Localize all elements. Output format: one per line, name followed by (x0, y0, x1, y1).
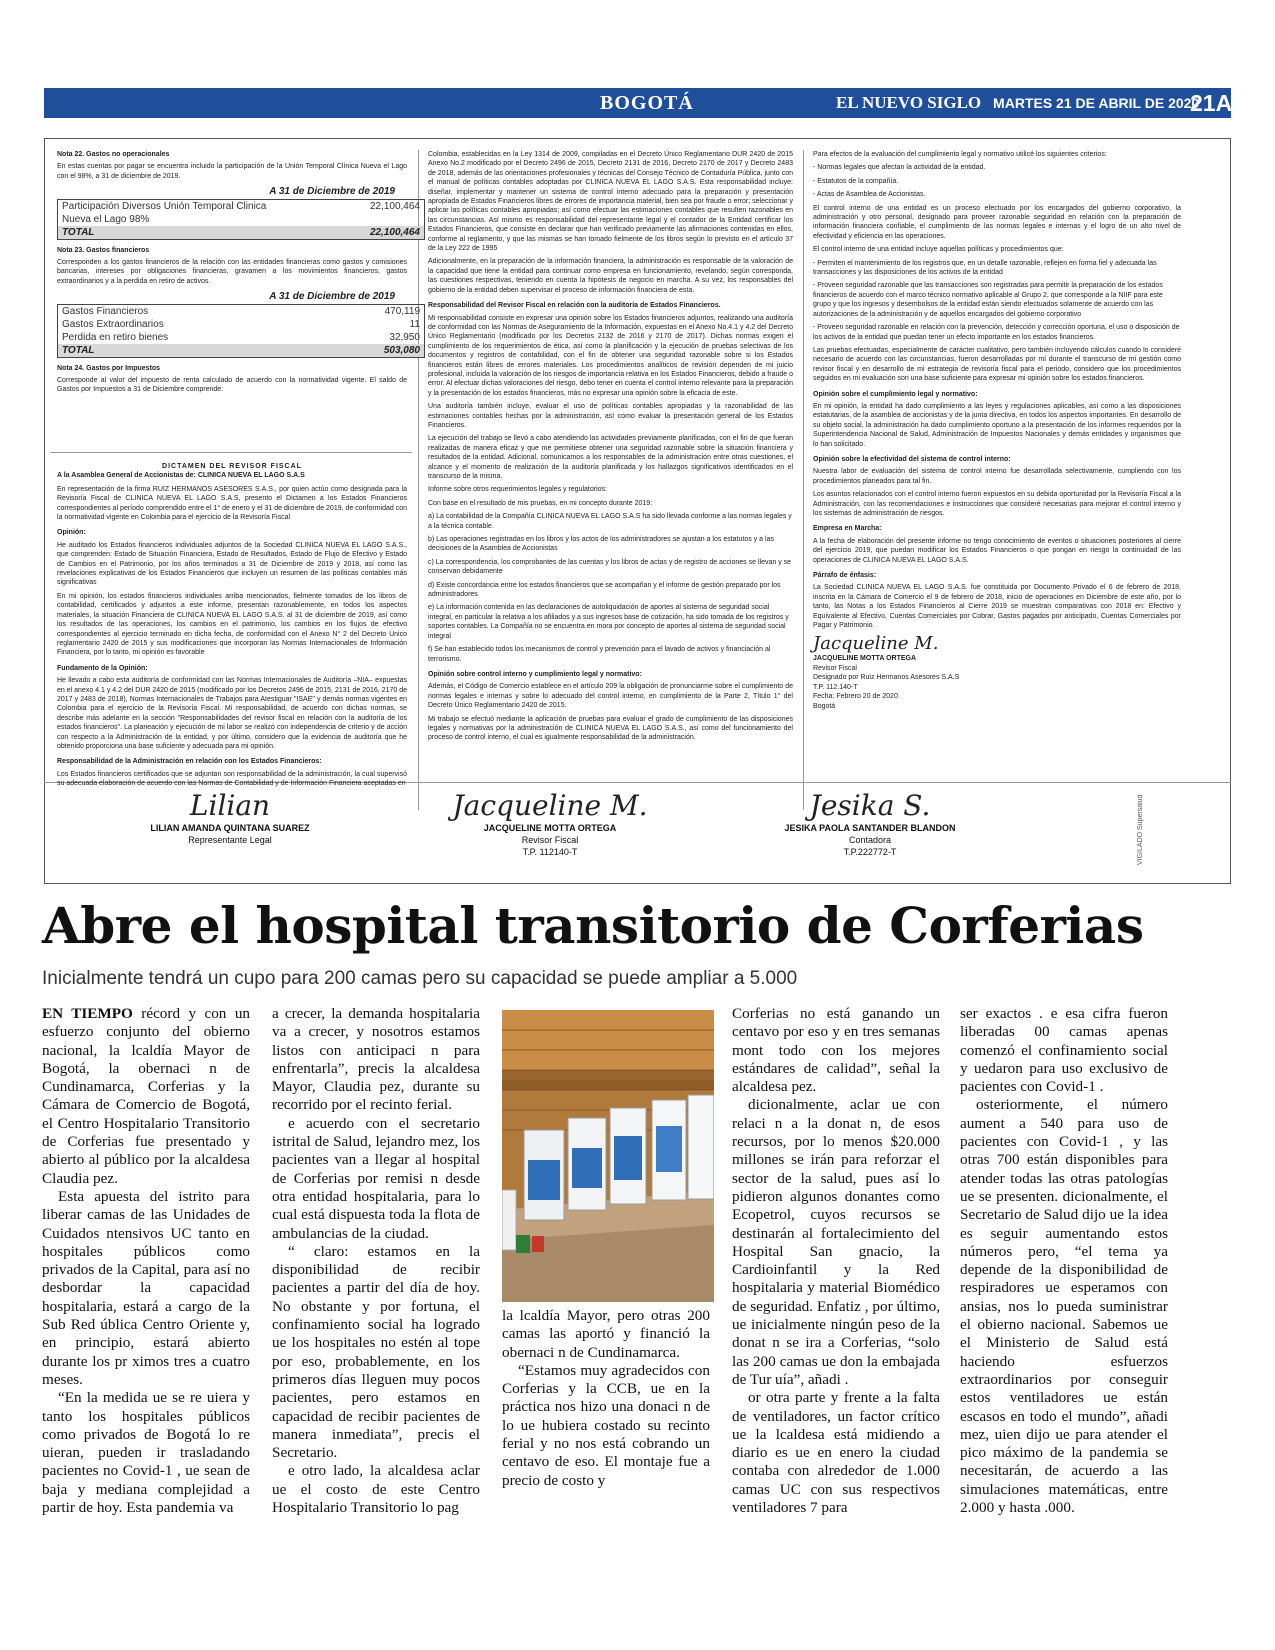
row-label: Perdida en retiro bienes (62, 331, 169, 343)
signature-tp: T.P. 112140-T (522, 847, 578, 857)
signer-city: Bogotá (813, 702, 836, 710)
article-paragraph: Corferias no está ganando un centavo por eso y en tres semanas mont todo con los mejores estándares de calidad”, señal la alcaldesa pez. (732, 1005, 940, 1096)
list-item: d) Existe concordancia entre los estados financieros que se acompañan y el informe de gestión preparado por los administradores (428, 581, 781, 599)
list-item: b) Las operaciones registradas en los libros y los actos de los administradores se ajustan a los estatutos y a las decisiones de la Asamblea de Accionistas (428, 536, 774, 553)
table-gastos-no-operacionales (57, 199, 425, 240)
opctl-title: Opinión sobre control interno y cumplimiento legal y normativo: (428, 670, 642, 678)
fundamento-title: Fundamento de la Opinión: (57, 664, 148, 672)
article-paragraph: a crecer, la demanda hospitalaria va a crecer, y nosotros estamos listos con anticipaci n para enfrentarla”, precis la alcaldesa Mayor, Claudia pez, durante su recorrido por el recinto ferial. (272, 1005, 480, 1114)
article-col-2 (272, 1005, 480, 1517)
table-total (58, 226, 424, 239)
signature-legal-rep (120, 790, 340, 846)
vigilado-supersalud-logo: VIGILADO Supersalud (1137, 794, 1144, 866)
enfasis-title: Párrafo de énfasis: (813, 572, 877, 580)
dictamen-p1: En representación de la firma RUIZ HERMANOS ASESORES S.A.S., por quien actúo como designada para la Revisoría Fiscal de CLINICA NUEVA EL LAGO S.A.S, presento el Dictamen a los Estados Financieros correspondientes al período comprendido entre el 1° de enero y el 31 de diciembre de 2019, de conformidad con la normatividad vigente en Colombia para el ejercicio de la Revisoría Fiscal (57, 485, 407, 522)
article-paragraph: ser exactos . e esa cifra fueron liberadas 00 camas apenas comenzó el confinamiento social y uedaron para uso exclusivo de pacientes con Covid-1 . (960, 1005, 1168, 1096)
col2-p5: La ejecución del trabajo se llevó a cabo atendiendo las actividades previamente planificadas, con el fin de que fueran realizadas de manera eficaz y que me permitiese obtener una seguridad razonable sobre la situación financiera y resultados de la entidad. Adicional, comunicamos a los responsables de la administración entre otras cuestiones, el alcance y el momento de realización de la auditoría planificada y los hallazgos significativos identificados en el transcurso de la misma. (428, 435, 793, 480)
signer-role: Revisor Fiscal (813, 664, 857, 672)
row-label: Gastos Extraordinarios (62, 318, 164, 330)
op-ctl-title: Opinión sobre la efectividad del sistema de control interno: (813, 455, 1011, 463)
article-paragraph: osteriormente, el número aument a 540 para uso de pacientes con Covid-1 , y las otras 700 están disponibles para atender todas las otras patologías ue se presenten. dicionalmente, el Secretario de Salud dijo ue la idea es seguir aumentando estos números pero, “el tema ya depende de la disponibilidad de respiradores ue esperamos con ansias, nos lo pueda suministrar el obierno nacional. Sabemos ue el Ministerio de Salud está haciendo esfuerzos extraordinarios por conseguir estos ventiladores ue están escasos en todo el mundo”, añadi mez, uien dijo ue para atender el pico máximo de la pandemia se necesitarán, de acuerdo a las simulaciones matemáticas, entre 2.000 y hasta .000. (960, 1096, 1168, 1517)
article-paragraph: e otro lado, la alcaldesa aclar ue el costo de este Centro Hospitalario Transitorio lo pag (272, 1462, 480, 1517)
handwritten-signature: Jacqueline M. (452, 789, 648, 822)
list-item: - Permiten el mantenimiento de los registros que, en un detalle razonable, reflejen en forma fiel y adecuada las transacciones y las disposiciones de los activos de la entidad (813, 259, 1157, 277)
list-item: - Proveen seguridad razonable en relación con la prevención, detección y corrección oportuna, el uso o disposición de los activos de la entidad que puedan tener un efecto importante en los estados financieros. (813, 324, 1180, 341)
marcha-title: Empresa en Marcha: (813, 525, 882, 533)
nota24-text: Corresponde al valor del impuesto de renta calculado de acuerdo con la normatividad vigente. El saldo de Gastos por Impuestos a 31 de Diciembre comprende: (57, 377, 407, 394)
table-row (58, 318, 424, 331)
total-value: 503,080 (383, 344, 420, 356)
nota23-text: Corresponden a los gastos financieros de la relación con las entidades financieras como gastos y comisiones bancarias, intereses por obligaciones financieras, gravamen a los movimientos financieros, gastos extraordinarios y a la perdida en retiro de activos. (57, 259, 407, 285)
table-row (58, 305, 424, 318)
col3-p7: Los asuntos relacionados con el control interno fueron expuestos en su debida oportunidad por la Revisoría Fiscal a la Administración, con las recomendaciones e instrucciones que consideré necesarias para mejorar el control interno y los sistemas de administración de riesgos. (813, 491, 1181, 517)
col2-p6: Informe sobre otros requerimientos legales y regulatorios: (428, 486, 607, 494)
op-legal-title: Opinión sobre el cumplimiento legal y normativo: (813, 390, 978, 398)
page-number: 21A (1190, 90, 1233, 116)
column-divider (418, 150, 419, 810)
legal-col-3 (813, 150, 1181, 711)
handwritten-signature: Jesika S. (809, 789, 931, 822)
signer-date: Fecha: Febrero 20 de 2020 (813, 693, 898, 701)
handwritten-signature: Lilian (189, 789, 271, 822)
article-col-4 (732, 1005, 940, 1517)
signature-name: JACQUELINE MOTTA ORTEGA (483, 823, 617, 833)
signature-tp: T.P.222772-T (843, 847, 897, 857)
col3-p4: Las pruebas efectuadas, especialmente de carácter cualitativo, pero también incluyendo cálculos cuando lo consideré necesario de acuerdo con las circunstancias, fueron desarrolladas por mí durante el transcurso de mi gestión como revisor fiscal y en desarrollo de mi estrategia de revisoría fiscal para el periodo, considero que los procedimientos seguidos en mi evaluación son una base suficiente para expresar mi opinión sobre los estados financieros. (813, 346, 1181, 383)
signature-revisor (440, 790, 660, 858)
legal-col-2 (428, 150, 793, 747)
article-paragraph: or otra parte y frente a la falta de ventiladores, un factor crítico ue la lcaldesa está midiendo a diario es ue en enero la ciudad contaba con alrededor de 1.000 camas UC con sus respectivos ventiladores 7 para (732, 1389, 940, 1517)
article-paragraph: “En la medida ue se re uiera y tanto los hospitales públicos como privados de Bogotá lo re uieran, pueden ir trasladando pacientes no Covid-1 , ue sean de baja y mediana complejidad a partir de hoy. Esta pandemia va (42, 1389, 250, 1517)
list-item: e) La información contenida en las declaraciones de autoliquidación de aportes al sistema de seguridad social integral, en particular la relativa a los afiliados y a sus ingresos base de cotización, ha sido tomada de los registros y soportes contables. La Compañía no se encuentra en mora por concepto de aportes al sistema de seguridad social integral (428, 604, 789, 640)
signature-role: Contadora (848, 835, 892, 845)
nota22-text: En estas cuentas por pagar se encuentra incluido la participación de la Unión Temporal Clínica Nueva el Lago con el 98%, a 31 de diciembre de 2019. (57, 163, 407, 180)
article-headline: Abre el hospital transitorio de Corferias (42, 896, 1144, 955)
list-item: - Estatutos de la compañía. (813, 177, 899, 185)
revisor-signature-small: Jacqueline M. (813, 633, 939, 655)
signature-role: Revisor Fiscal (521, 835, 579, 845)
resp-admin-p: Los Estados financieros certificados que se adjuntan son responsabilidad de la administración, la cual supervisó su adecuada elaboración de acuerdo con las Normas de Contabilidad y de Información Financiera aceptadas en (57, 770, 407, 788)
col2-p2: Adicionalmente, en la preparación de la información financiera, la administración es responsable de la valoración de la capacidad que tiene la entidad para continuar como empresa en funcionamiento, revelando, según corresponda, las cuestiones respectivas, teniendo en cuenta la hipótesis de negocio en marcha. A su vez, los responsables del gobierno de la entidad deben supervisar el proceso de información financiera de esta. (428, 258, 793, 294)
list-item: f) Se han establecido todos los mecanismos de control y prevención para el lavado de activos y financiación al terrorismo. (428, 646, 771, 663)
row-value: 22,100,464 (369, 200, 420, 212)
column-divider (803, 150, 804, 810)
list-item: - Normas legales que afectan la actividad de la entidad. (813, 164, 986, 172)
col2-p1: Colombia, establecidas en la Ley 1314 de 2009, compiladas en el Decreto Único Reglamentario DUR 2420 de 2015 Anexo No.2 modificado por el Decreto 2496 de 2015, Decreto 2131 de 2016, Decreto 2170 de 2017 y Decreto 2483 de 2018, además de las orientaciones profesionales y técnicas del Consejo Técnico de Contaduría Pública, junto con el manual de políticas contables adoptadas por CLINICA NUEVA EL LAGO S.A.S. Esta responsabilidad incluye: diseñar, implementar y mantener un sistema de control interno adecuado para la preparación y presentación apropiada de Estados Financieros libres de errores de importancia material, bien sea por fraude o error; seleccionar y aplicar las políticas contables apropiadas; así como efectuar las estimaciones contables que resulten razonables en las circunstancias. Así mismo es responsabilidad del representante legal y el contador de la Entidad certificar los Estados Financieros, que consiste en declarar que han verificado previamente las afirmaciones contenidas en ellos, conforme al reglamento, y que las mismas se han tomado fielmente de los libros según lo previsto en el artículo 37 de la Ley 222 de 1995 (428, 151, 793, 253)
article-lead: EN TIEMPO (42, 1005, 133, 1022)
article-paragraph (42, 1005, 250, 1188)
col2-p9: Mi trabajo se efectuó mediante la aplicación de pruebas para evaluar el grado de cumplimiento de las disposiciones legales y normativas por la administración de CLINICA NUEVA EL LAGO S.A.S., así como del funcionamiento del proceso de control interno, el cual es igualmente responsabilidad de la administración. (428, 715, 793, 742)
row-value: 470,119 (384, 305, 420, 317)
article-subhead: Inicialmente tendrá un cupo para 200 camas pero su capacidad se puede ampliar a 5.000 (42, 968, 798, 989)
list-item: - Actas de Asamblea de Accionistas. (813, 191, 926, 199)
newspaper-name: EL NUEVO SIGLO (836, 93, 982, 112)
table2-caption: A 31 de Diciembre de 2019 (269, 291, 395, 303)
col3-p8: A la fecha de elaboración del presente informe no tengo conocimiento de eventos o situaciones posteriores al cierre del ejercicio 2019, que puedan modificar los Estados Financieros o que pongan en riesgo la continuidad de las operaciones de CLINICA NUEVA EL LAGO S.A.S. (813, 537, 1181, 564)
resp-admin-title: Responsabilidad de la Administración en relación con los Estados Financieros: (57, 758, 322, 766)
signature-role: Representante Legal (188, 835, 272, 845)
fundamento-p: He llevado a cabo esta auditoría de conformidad con las Normas Internacionales de Auditoría –NIA– expuestas en el anexo 4.1 y 4.2 del DUR 2420 de 2015 (modificado por los Decretos 2496 de 2015, 2131 de 2016, 2170 de 2017 y 2483 de 2018), Normas Internacionales de Trabajos para Atestiguar "ISAE" y demás normas vigentes en Colombia para el ejercicio de la Revisoría Fiscal. Mi responsabilidad, de acuerdo con dichas normas, se describe más adelante en la sección "Responsabilidades del revisor fiscal en relación con la auditoría de los estados financieros". La planeación y ejecución de mi labor se realizó con independencia de criterio y de acción con respecto a la Administración de la entidad, y por último, considero que la evidencia de auditoría que he obtenido proporciona una base suficiente y adecuada para mi opinión. (57, 677, 407, 750)
nota23-title: Nota 23. Gastos financieros (57, 246, 150, 254)
table-gastos-financieros (57, 304, 425, 358)
col3-p5: En mi opinión, la entidad ha dado cumplimiento a las leyes y regulaciones aplicables, así como a las disposiciones estatutarias, de la asamblea de accionistas y de la junta directiva, en todos los aspectos importantes. En desarrollo de su objeto social, la administración ha dado cumplimiento oportuno a la presentación de los informes requeridos por la Superintendencia Nacional de Salud, Administración de Impuestos Nacionales y demás entidades y organismos que lo han solicitado. (813, 402, 1181, 448)
col2-p8: Además, el Código de Comercio establece en el artículo 209 la obligación de pronunciarme sobre el cumplimiento de normas legales e internas y sobre lo adecuado del control interno, en cumplimiento de la Parte 2, Título 1° del Decreto Único Reglamentario 2420 de 2015. (428, 683, 793, 710)
article-col-1 (42, 1005, 250, 1517)
table1-caption: A 31 de Diciembre de 2019 (269, 186, 395, 198)
nota24-title: Nota 24. Gastos por Impuestos (57, 364, 161, 372)
table-total (58, 344, 424, 357)
legal-col-1-dictamen (57, 462, 407, 793)
issue-date: MARTES 21 DE ABRIL DE 2020 (993, 95, 1200, 111)
paragraph-text: récord y con un esfuerzo conjunto del obierno nacional, la lcaldía Mayor de Bogotá, la obernaci n de Cundinamarca, Corferias y la Cámara de Comercio de Bogotá, el Centro Hospitalario Transitorio de Corferias fue presentado y abierto al público por la alcaldesa Claudia pez. (42, 1005, 251, 1187)
col2-p4: Una auditoría también incluye, evaluar el uso de políticas contables apropiadas y la razonabilidad de las estimaciones contables hechas por la administración, así como evaluar la presentación general de los Estados Financieros. (428, 403, 793, 429)
signer-tp: T.P. 112.140-T (813, 683, 858, 691)
signature-contadora (760, 790, 980, 858)
col3-p2: El control interno de una entidad es un proceso efectuado por los encargados del gobierno corporativo, la administración y otro personal, designado para proveer razonable seguridad en relación con la preparación de información financiera confiable, el cumplimiento de las normas legales e internas y el logro de un alto nivel de efectividad y eficiencia en las operaciones. (813, 204, 1181, 240)
signer-firm: Designado por Ruiz Hermanos Asesores S.A.S (813, 674, 960, 682)
article-col-5 (960, 1005, 1168, 1517)
dictamen-addressee: A la Asamblea General de Accionistas de: CLINICA NUEVA EL LAGO S.A.S (57, 472, 305, 480)
col2-p7: Con base en el resultado de mis pruebas, en mi concepto durante 2019: (428, 499, 653, 507)
header-info (836, 88, 1199, 118)
row-value: 11 (409, 318, 420, 330)
total-label: TOTAL (62, 226, 95, 238)
row-value: 32,950 (389, 331, 420, 343)
legal-col-1 (57, 150, 420, 399)
dictamen-title: DICTAMEN DEL REVISOR FISCAL (162, 463, 302, 470)
dictamen-divider (50, 452, 412, 453)
table-row (58, 331, 424, 344)
total-label: TOTAL (62, 344, 95, 356)
col3-p1: Para efectos de la evaluación del cumplimiento legal y normativo utilicé los siguientes criterios: (813, 151, 1107, 158)
nota22-title: Nota 22. Gastos no operacionales (57, 151, 170, 158)
signature-name: JESIKA PAOLA SANTANDER BLANDON (784, 823, 956, 833)
article-paragraph: “Estamos muy agradecidos con Corferias y la CCB, ue en la práctica nos hizo una donaci n de lo ue hubiera costado su recinto ferial y no nos está cobrando un centavo de eso. El montaje fue a precio de costo y (502, 1361, 710, 1489)
opinion-p1: He auditado los Estados financieros individuales adjuntos de la Sociedad CLINICA NUEVA EL LAGO S.A.S., que comprenden: Estado de Situación Financiera, Estado de Resultados, Estado de Flujo de Efectivo y Estado de Cambios en el Patrimonio, por los años terminados a 31 de Diciembre de 2019 y 2018, así como las revelaciones explicativas de los Estados Financieros que incluyen un resumen de las políticas contables más significativas (57, 541, 407, 587)
article-paragraph: Esta apuesta del istrito para liberar camas de las Unidades de Cuidados ntensivos UC tanto en hospitales públicos como privados de la Capital, para así no desbordar la capacidad hospitalaria, estará a cargo de la Sub Red ública Centro Oriente y, en principio, estará abierto durante los pr ximos tres a cuatro meses. (42, 1187, 250, 1388)
row-label: Participación Diversos Unión Temporal Clinica Nueva el Lago 98% (62, 200, 267, 225)
article-col-3 (502, 1307, 710, 1490)
total-value: 22,100,464 (369, 226, 420, 238)
table-row (58, 200, 424, 226)
article-paragraph: la lcaldía Mayor, pero otras 200 camas las aportó y financió la obernaci n de Cundinamarca. (502, 1307, 710, 1361)
list-item: c) La correspondencia, los comprobantes de las cuentas y los libros de actas y de registro de acciones se llevan y se conservan debidamente (428, 558, 792, 576)
section-title: BOGOTÁ (600, 92, 694, 114)
list-item: - Proveen seguridad razonable que las transacciones son registradas para permitir la preparación de los estados financieros de acuerdo con el marco técnico normativo aplicable al Grupo 2, que corresponde a la NIIF para este grupo y que los ingresos y desembolsos de la entidad están siendo efectuados solamente de acuerdo con las autorizaciones de la administración y de aquellos encargados del gobierno corporativo (813, 282, 1163, 318)
col3-p6: Nuestra labor de evaluación del sistema de control interno fue desarrollada selectivamente, cumpliendo con los procedimientos planeados para tal fin. (813, 468, 1181, 485)
col3-p9: La Sociedad CLINICA NUEVA EL LAGO S.A.S. fue constituida por Documento Privado el 6 de febrero de 2018, inscrita en la Cámara de Comercio el 9 de febrero de 2018, inicio de operaciones en Diciembre de este año, por lo tanto, las Notas a los Estados Financieros al Cierre 2019 se muestran comparativas con 2018 en: Efectivo y Equivalente al Efectivo, Cuentas Comerciales por Cobrar, Gastos pagados por anticipado, Cuentas Comerciales por Pagar y Patrimonio. (813, 584, 1181, 630)
signer-name: JACQUELINE MOTTA ORTEGA (813, 655, 917, 663)
col2-p3: Mi responsabilidad consiste en expresar una opinión sobre los Estados financieros adjuntos, realizando una auditoría de conformidad con las Normas de Aseguramiento de la Información, expuestas en el Anexo No.4.1 y 4.2 del Decreto Único Reglamentario (modificado por los Decretos 2132 de 2016 y 2170 de 2017). Dichas normas exigen el cumplimiento de los requerimientos de ética, así como la planificación y la ejecución de pruebas selectivas de los documentos y registros de contabilidad, con el fin de obtener una seguridad razonable sobre si los Estados financieros están libres de errores materiales. Los procedimientos analíticos de revisión dependen de mi juicio profesional, incluida la valoración de los riesgos de importancia relativa en los Estados Financieros, debido a fraude o error. Al efectuar dichas valoraciones del riesgo, debo tener en cuenta el control interno relevante para la preparación y la presentación de los estados financieros, más no expresar una opinión sobre la eficacia de este. (428, 314, 793, 397)
article-paragraph: e acuerdo con el secretario istrital de Salud, lejandro mez, los pacientes van a llegar al hospital de Corferias por remisi n desde otra entidad hospitalaria, para lo cual está dispuesta toda la flota de ambulancias de la ciudad. (272, 1114, 480, 1242)
list-item: a) La contabilidad de la Compañía CLINICA NUEVA EL LAGO S.A.S ha sido llevada conforme a las normas legales y a la técnica contable. (428, 513, 792, 530)
article-paragraph: dicionalmente, aclar ue con relaci n a la donat n, de esos recursos, por lo menos $20.000 millones se irán para reforzar el sector de la salud, pues así lo pidieron algunos donantes como Ecopetrol, cuyos recursos se destinarán al fortalecimiento del Hospital San gnacio, la Cardioinfantil y la Red hospitalaria y material Biomédico de seguridad. Enfatiz , por último, ue inicialmente ningún peso de la donat n se ira a Corferias, “solo las 200 camas ue don la embajada de Tur uía”, añadi . (732, 1096, 940, 1388)
col3-p3: El control interno de una entidad incluye aquellas políticas y procedimientos que: (813, 246, 1064, 254)
resp-rf-title: Responsabilidad del Revisor Fiscal en relación con la auditoría de Estados Financieros. (428, 302, 721, 310)
signature-name: LILIAN AMANDA QUINTANA SUAREZ (150, 823, 310, 833)
row-label: Gastos Financieros (62, 305, 149, 317)
opinion-p2: En mi opinión, los estados financieros individuales arriba mencionados, fielmente tomados de los libros de contabilidad, certificados y adjuntos a este informe, presentan razonablemente, en todos los aspectos materiales, la situación Financiera de CLINICA NUEVA EL LAGO S.A.S. al 31 de diciembre de 2019, así como los resultados de las operaciones, los cambios en el patrimonio, los cambios en los flujos de efectivo correspondientes al ejercicio terminado en dicha fecha, de conformidad con el Anexo N° 2 del Decreto Único reglamentario 2420 de 2015 y sus modificaciones que incorporan las Normas Internacionales de Información Financiera, por lo tanto, mi opinión es favorable (57, 592, 407, 657)
hospital-photo (502, 1010, 714, 1302)
article-paragraph: “ claro: estamos en la disponibilidad de recibir pacientes a partir del día de hoy. No obstante y por fortuna, el confinamiento social ha logrado ue los hospitales no estén al tope por eso, probablemente, en los primeros días lleguen muy pocos pacientes, pero estamos en capacidad de recibir pacientes de manera inmediata”, precis el Secretario. (272, 1242, 480, 1462)
opinion-title: Opinión: (57, 529, 86, 537)
